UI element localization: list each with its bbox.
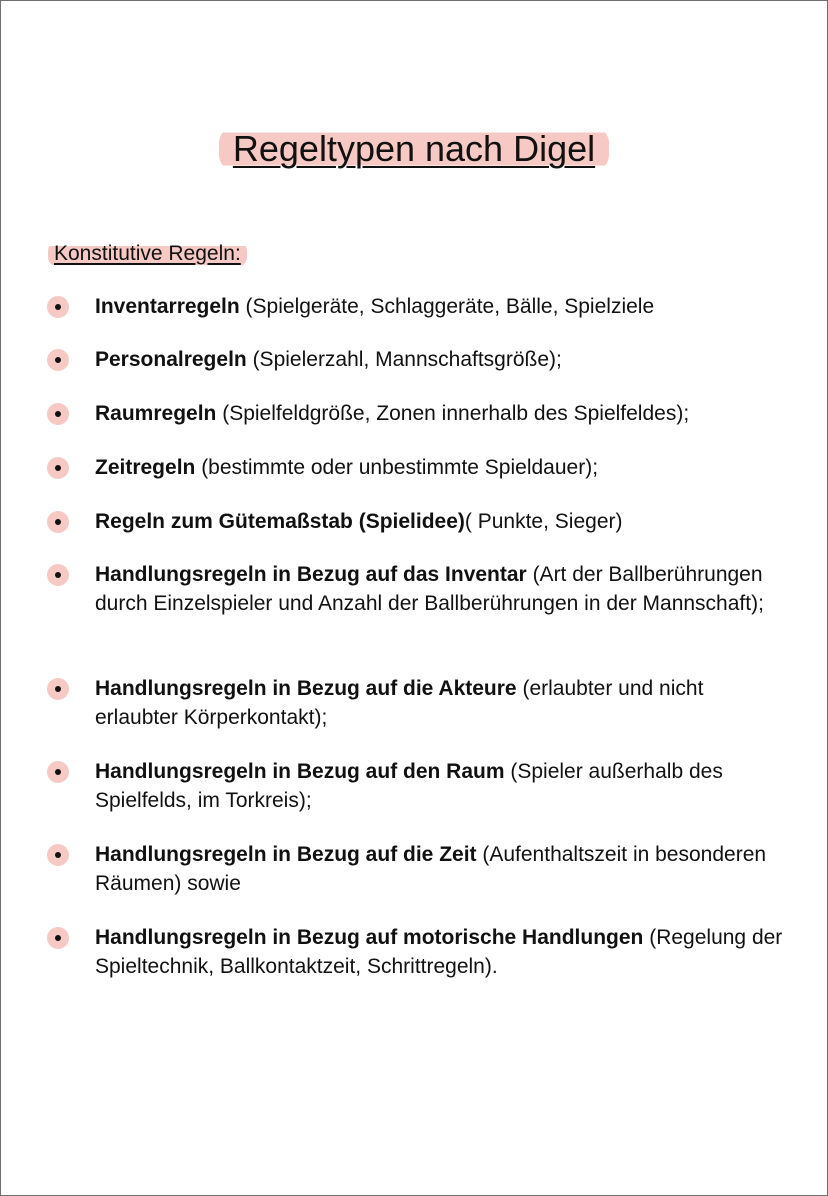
bullet-icon	[47, 403, 69, 425]
item-description: (Regelung der Spieltechnik, Ballkontaktzeit, Schrittregeln).	[95, 926, 783, 978]
bullet-icon	[47, 678, 69, 700]
list-item-text	[95, 292, 785, 321]
item-description: (Spielerzahl, Mannschaftsgröße);	[246, 348, 562, 371]
bullet-icon	[47, 296, 69, 318]
list-item-text	[95, 399, 785, 428]
item-description: (Spielgeräte, Schlaggeräte, Bälle, Spielziele	[239, 295, 655, 318]
list-item-text	[95, 453, 785, 482]
item-term: Raumregeln	[95, 402, 217, 425]
item-description: ( Punkte, Sieger)	[464, 510, 623, 533]
item-description: (erlaubter und nicht erlaubter Körperkontakt);	[95, 677, 704, 729]
bullet-icon	[47, 457, 69, 479]
item-description: (Art der Ballberührungen durch Einzelspieler und Anzahl der Ballberührungen in der Mannschaft);	[95, 563, 764, 615]
item-description: (bestimmte oder unbestimmte Spieldauer);	[195, 456, 599, 479]
list-item-text	[95, 840, 785, 898]
list-item-text	[95, 757, 785, 815]
bullet-icon	[47, 564, 69, 586]
item-term: Handlungsregeln in Bezug auf den Raum	[95, 760, 505, 783]
item-term: Handlungsregeln in Bezug auf motorische Handlungen	[95, 926, 644, 949]
bullet-icon	[47, 761, 69, 783]
bullet-icon	[47, 844, 69, 866]
list-item-text	[95, 674, 785, 732]
list-item-text	[95, 507, 785, 536]
item-term: Zeitregeln	[95, 456, 196, 479]
bullet-icon	[47, 511, 69, 533]
list-item-text	[95, 345, 785, 374]
item-term: Inventarregeln	[95, 295, 240, 318]
item-term: Personalregeln	[95, 348, 247, 371]
item-term: Handlungsregeln in Bezug auf die Zeit	[95, 843, 477, 866]
title-container	[1, 127, 827, 171]
item-description: (Aufenthaltszeit in besonderen Räumen) sowie	[95, 843, 767, 895]
list-item-text	[95, 560, 785, 618]
page-title: Regeltypen nach Digel	[219, 127, 609, 171]
bullet-icon	[47, 927, 69, 949]
item-description: (Spielfeldgröße, Zonen innerhalb des Spielfeldes);	[216, 402, 690, 425]
item-term: Handlungsregeln in Bezug auf das Inventar	[95, 563, 527, 586]
bullet-icon	[47, 349, 69, 371]
item-description: (Spieler außerhalb des Spielfelds, im Torkreis);	[95, 760, 723, 812]
section-heading: Konstitutive Regeln:	[48, 241, 247, 267]
list-item-text	[95, 923, 785, 981]
item-term: Regeln zum Gütemaßstab (Spielidee)	[95, 510, 465, 533]
item-term: Handlungsregeln in Bezug auf die Akteure	[95, 677, 517, 700]
